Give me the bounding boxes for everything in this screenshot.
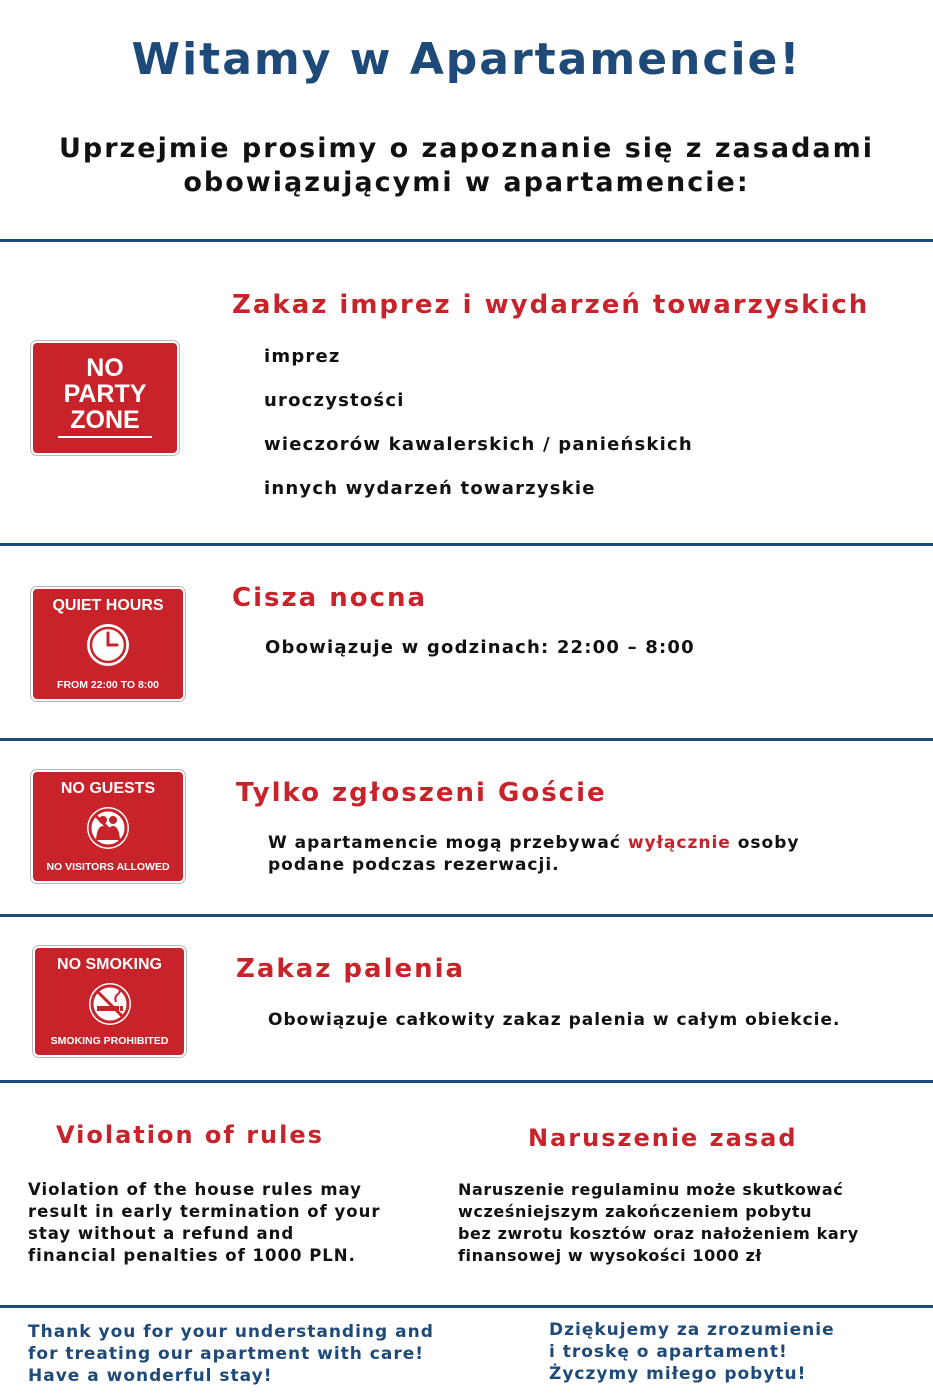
- divider: [0, 1080, 933, 1083]
- no-smoking-icon: [86, 980, 134, 1028]
- violation-pl-line-3: bez zwrotu kosztów oraz nałożeniem kary: [458, 1224, 859, 1243]
- sign-bottom-text: NO VISITORS ALLOWED: [46, 861, 170, 873]
- sign-line-1: NO: [86, 354, 124, 382]
- party-item-2: uroczystości: [264, 390, 405, 411]
- thanks-pl-line-1: Dziękujemy za zrozumienie: [549, 1320, 835, 1340]
- no-smoking-sign: [33, 946, 186, 1057]
- clock-icon: [84, 621, 132, 669]
- smoking-heading: Zakaz palenia: [236, 954, 466, 984]
- no-visitors-icon: [84, 804, 132, 852]
- quiet-text: Obowiązuje w godzinach: 22:00 – 8:00: [265, 637, 695, 658]
- violation-en-line-1: Violation of the house rules may: [28, 1180, 362, 1199]
- no-guests-sign: [31, 770, 185, 883]
- guests-text-line-2: podane podczas rezerwacji.: [268, 855, 560, 875]
- party-item-1: imprez: [264, 346, 341, 367]
- sign-bottom-text: SMOKING PROHIBITED: [50, 1035, 169, 1047]
- violation-pl-heading: Naruszenie zasad: [528, 1124, 798, 1152]
- sign-line-3: ZONE: [70, 406, 140, 434]
- party-item-4: innych wydarzeń towarzyskie: [264, 478, 596, 499]
- sign-top-text: NO GUESTS: [60, 780, 156, 797]
- page-subtitle: [0, 132, 933, 200]
- subtitle-line-2: obowiązującymi w apartamencie:: [183, 167, 750, 198]
- thanks-pl-line-3: Życzymy miłego pobytu!: [549, 1364, 807, 1384]
- party-heading: Zakaz imprez i wydarzeń towarzyskich: [232, 290, 870, 320]
- thanks-en-line-3: Have a wonderful stay!: [28, 1366, 273, 1386]
- divider: [0, 239, 933, 242]
- divider: [0, 914, 933, 917]
- thanks-en-line-2: for treating our apartment with care!: [28, 1344, 425, 1364]
- violation-en-line-4: financial penalties of 1000 PLN.: [28, 1246, 356, 1265]
- thanks-pl-line-2: i troskę o apartament!: [549, 1342, 788, 1362]
- violation-pl-line-1: Naruszenie regulaminu może skutkować: [458, 1180, 844, 1199]
- violation-en-line-3: stay without a refund and: [28, 1224, 295, 1243]
- thanks-pl: [549, 1319, 835, 1385]
- guests-heading: Tylko zgłoszeni Goście: [236, 778, 607, 808]
- smoking-text: Obowiązuje całkowity zakaz palenia w całym obiekcie.: [268, 1010, 841, 1030]
- violation-en-heading: Violation of rules: [56, 1121, 324, 1149]
- guests-text: [268, 832, 799, 876]
- guests-text-before: W apartamencie mogą przebywać: [268, 833, 628, 853]
- sign-line-2: PARTY: [63, 380, 147, 408]
- sign-bottom-text: FROM 22:00 TO 8:00: [57, 679, 159, 691]
- page-title: Witamy w Apartamencie!: [131, 34, 802, 85]
- party-item-3: wieczorów kawalerskich / panieńskich: [264, 434, 693, 455]
- violation-en-text: [28, 1179, 381, 1267]
- violation-pl-line-4: finansowej w wysokości 1000 zł: [458, 1246, 762, 1265]
- guests-text-after: osoby: [730, 833, 800, 853]
- divider: [0, 738, 933, 741]
- thanks-en-line-1: Thank you for your understanding and: [28, 1322, 434, 1342]
- divider: [0, 1305, 933, 1308]
- guests-text-highlight: wyłącznie: [627, 833, 731, 853]
- violation-pl-line-2: wcześniejszym zakończeniem pobytu: [458, 1202, 813, 1221]
- thanks-en: [28, 1321, 434, 1387]
- no-party-zone-sign: [31, 341, 179, 455]
- quiet-hours-sign: [31, 587, 185, 701]
- violation-en-line-2: result in early termination of your: [28, 1202, 381, 1221]
- guests-text-line-1: [268, 832, 799, 854]
- sign-underline: [58, 436, 152, 438]
- sign-top-text: NO SMOKING: [57, 956, 162, 973]
- sign-top-text: QUIET HOURS: [52, 597, 164, 614]
- divider: [0, 543, 933, 546]
- subtitle-line-1: Uprzejmie prosimy o zapoznanie się z zasadami: [58, 133, 875, 164]
- quiet-heading: Cisza nocna: [232, 583, 428, 613]
- violation-pl-text: [458, 1179, 859, 1267]
